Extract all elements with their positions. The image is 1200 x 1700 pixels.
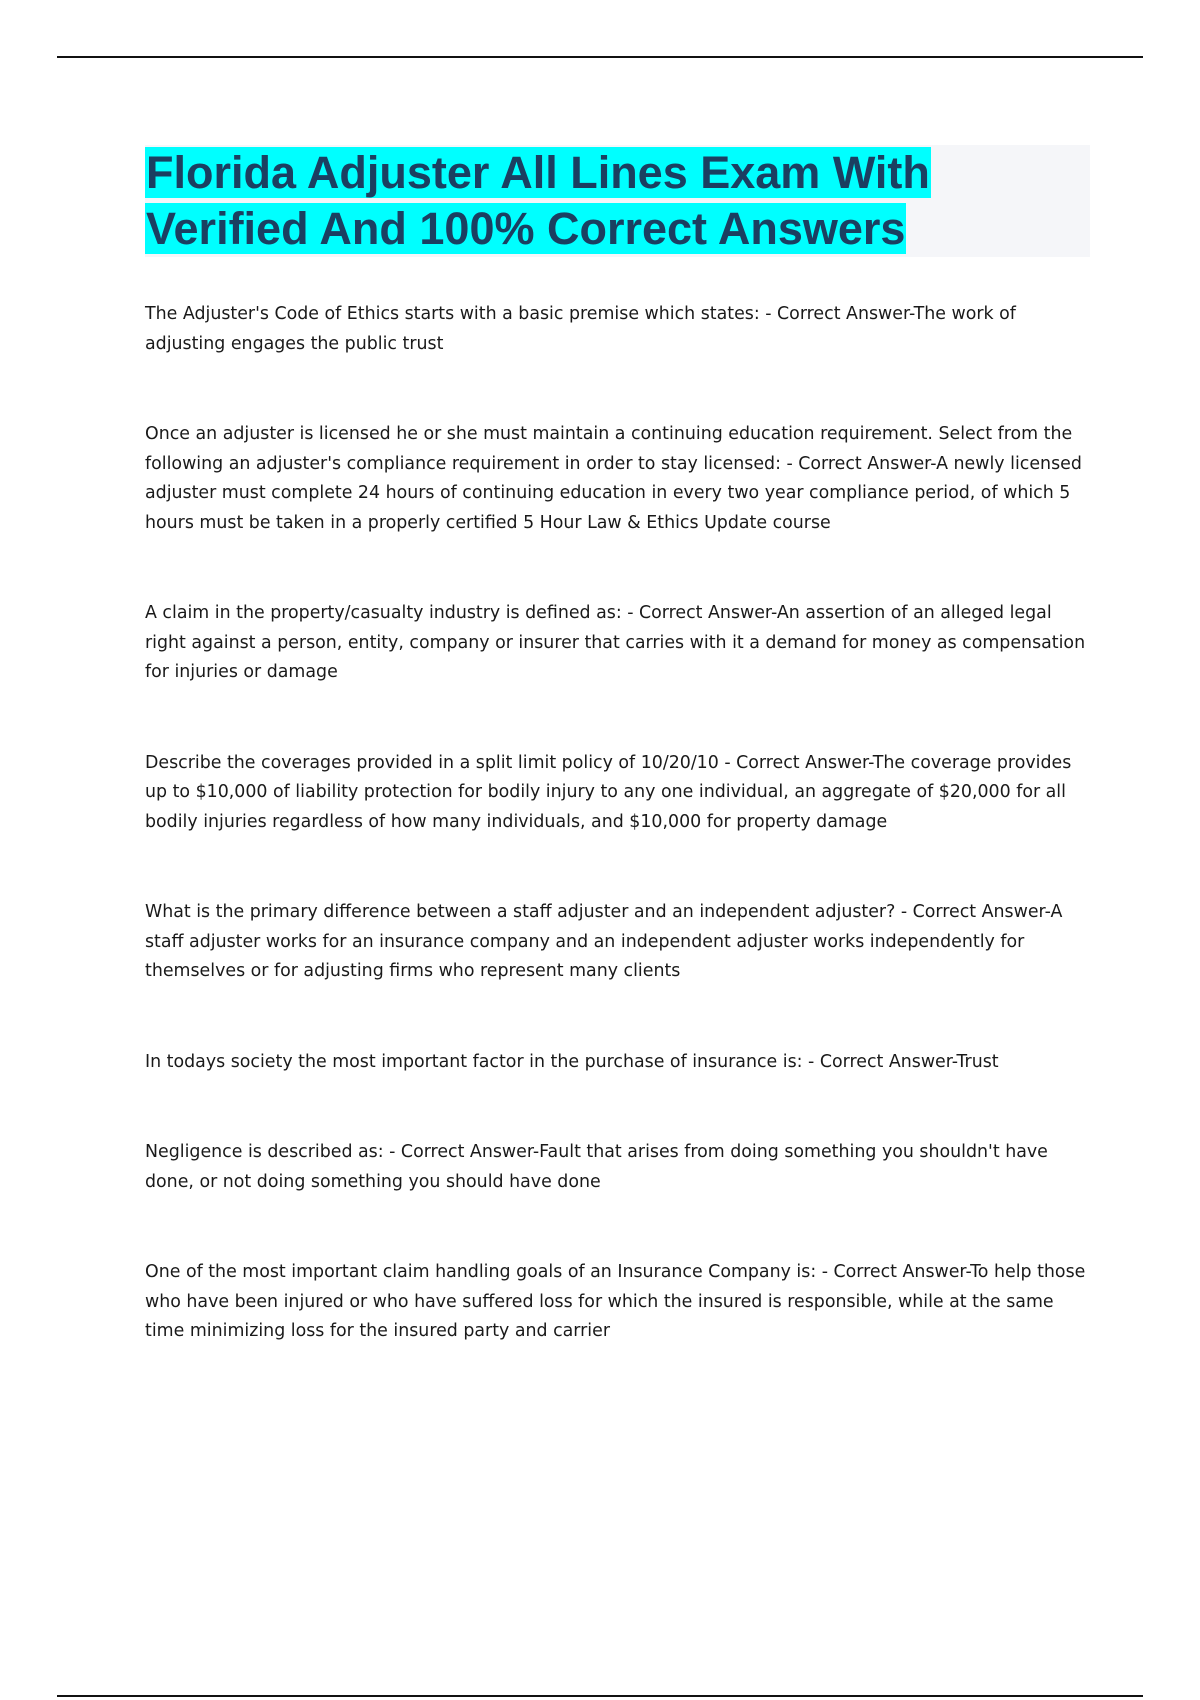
document-title-highlight: Florida Adjuster All Lines Exam With Verified And 100% Correct Answers (146, 147, 930, 254)
qa-item: In todays society the most important factor in the purchase of insurance is: - Correct Answer-Trust (145, 1051, 999, 1072)
qa-item: What is the primary difference between a staff adjuster and an independent adjuster? - Correct Answer-A staff adjuster works for an insurance company and an independent adjuster works independently for themselves or for adjusting firms who represent many clients (145, 902, 1063, 981)
qa-item: One of the most important claim handling goals of an Insurance Company is: - Correct Answer-To help those who have been injured or who have suffered loss for which the insured is responsible, while at the same time minimizing loss for the insured party and carrier (145, 1262, 1086, 1341)
qa-item: Negligence is described as: - Correct Answer-Fault that arises from doing something you shouldn't have done, or not doing something you should have done (145, 1142, 1048, 1192)
qa-item: Once an adjuster is licensed he or she must maintain a continuing education requirement. Select from the following an adjuster's compliance requirement in order to stay licensed: - Correct Answer-A newly licensed adjuster must complete 24 hours of continuing education in every two year compliance period, of which 5 hours must be taken in a properly certified 5 Hour Law & Ethics Update course (145, 424, 1082, 533)
document-title (145, 145, 1090, 257)
title-block (145, 145, 1090, 257)
qa-item: Describe the coverages provided in a split limit policy of 10/20/10 - Correct Answer-The coverage provides up to $10,000 of liability protection for bodily injury to any one individual, an aggregate of $20,000 for all bodily injuries regardless of how many individuals, and $10,000 for property damage (145, 752, 1072, 832)
qa-item: A claim in the property/casualty industry is defined as: - Correct Answer-An assertion of an alleged legal right against a person, entity, company or insurer that carries with it a demand for money as compensation for injuries or damage (145, 603, 1086, 682)
footer-rule (57, 1695, 1143, 1697)
qa-item: The Adjuster's Code of Ethics starts with a basic premise which states: - Correct Answer-The work of adjusting engages the public trust (145, 304, 1016, 354)
header-rule (57, 56, 1143, 58)
qa-list (145, 300, 1090, 1408)
